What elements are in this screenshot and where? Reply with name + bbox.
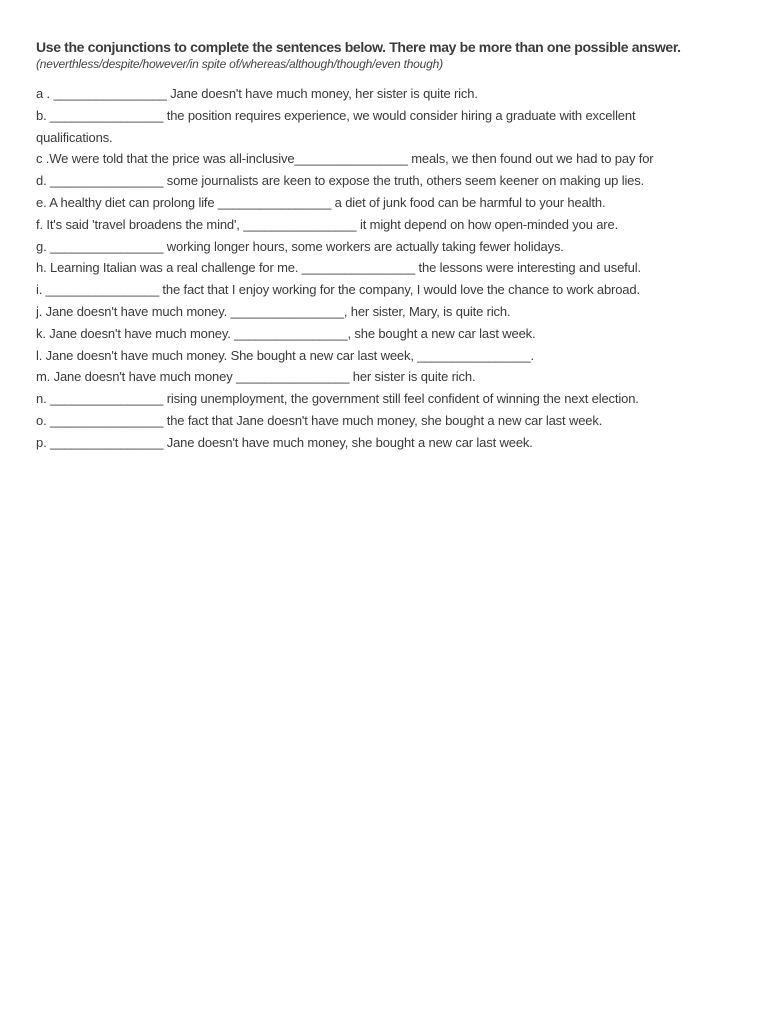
exercise-b: b. ________________ the position requires experience, we would consider hiring a graduate with excellent xyxy=(36,107,636,123)
conjunction-list: (neverthless/despite/however/in spite of/whereas/although/though/even though) xyxy=(36,57,443,71)
exercise-i: i. ________________ the fact that I enjoy working for the company, I would love the chance to work abroad. xyxy=(36,282,640,298)
exercise-e: e. A healthy diet can prolong life ________________ a diet of junk food can be harmful to your health. xyxy=(36,194,606,210)
exercise-d: d. ________________ some journalists are keen to expose the truth, others seem keener on making up lies. xyxy=(36,173,645,189)
exercise-l: l. Jane doesn't have much money. She bought a new car last week, ________________. xyxy=(36,347,535,363)
exercise-g: g. ________________ working longer hours, some workers are actually taking fewer holidays. xyxy=(36,238,564,254)
exercise-list xyxy=(36,83,736,454)
exercise-o: o. ________________ the fact that Jane doesn't have much money, she bought a new car last week. xyxy=(36,412,603,428)
exercise-a: a . ________________ Jane doesn't have much money, her sister is quite rich. xyxy=(36,86,478,101)
worksheet-heading: Use the conjunctions to complete the sentences below. There may be more than one possible answer. xyxy=(36,39,681,55)
exercise-n: n. ________________ rising unemployment, the government still feel confident of winning the next election. xyxy=(36,391,639,407)
exercise-b-continued: qualifications. xyxy=(36,129,113,145)
exercise-h: h. Learning Italian was a real challenge for me. ________________ the lessons were interesting and useful. xyxy=(36,260,641,276)
exercise-m: m. Jane doesn't have much money ________________ her sister is quite rich. xyxy=(36,369,476,385)
worksheet-page xyxy=(36,38,736,454)
exercise-j: j. Jane doesn't have much money. ________________, her sister, Mary, is quite rich. xyxy=(36,303,511,319)
exercise-p: p. ________________ Jane doesn't have much money, she bought a new car last week. xyxy=(36,434,533,450)
exercise-c: c .We were told that the price was all-inclusive________________ meals, we then found out we had to pay for xyxy=(36,151,654,167)
exercise-f: f. It's said 'travel broadens the mind', ________________ it might depend on how open-minded you are. xyxy=(36,216,619,232)
exercise-k: k. Jane doesn't have much money. ________________, she bought a new car last week. xyxy=(36,325,536,341)
